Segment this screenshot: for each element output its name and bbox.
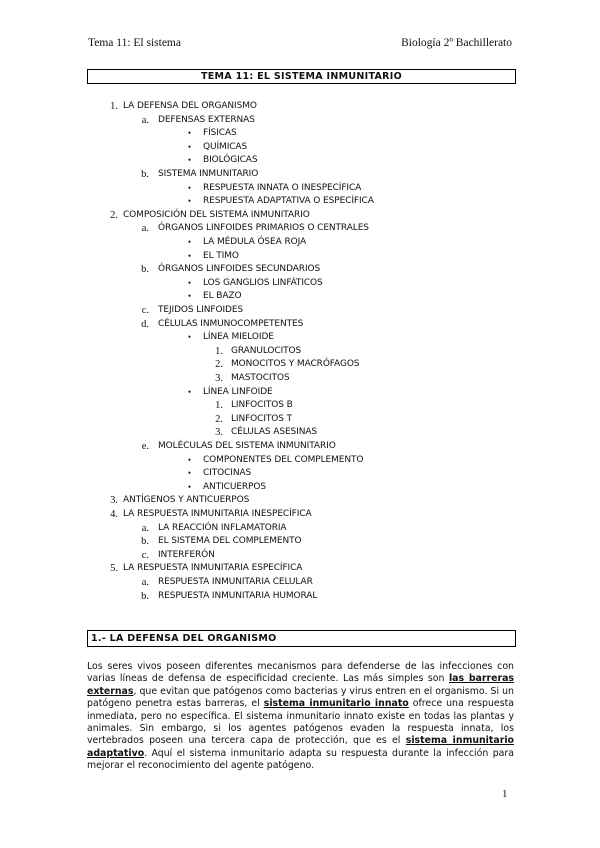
bullet-icon: • bbox=[187, 332, 191, 343]
toc-marker: b. bbox=[141, 590, 149, 602]
toc-item: SISTEMA INMUNITARIO bbox=[158, 169, 259, 179]
header-left: Tema 11: El sistema bbox=[88, 37, 181, 49]
toc-marker: 1. bbox=[110, 101, 118, 112]
toc-marker: d. bbox=[141, 318, 149, 330]
bullet-icon: • bbox=[187, 182, 191, 193]
toc-item: RESPUESTA INMUNITARIA CELULAR bbox=[158, 577, 313, 587]
bullet-icon: • bbox=[187, 291, 191, 302]
bullet-icon: • bbox=[187, 250, 191, 261]
header-right: Biología 2º Bachillerato bbox=[401, 37, 512, 49]
toc-marker: b. bbox=[141, 264, 149, 276]
toc-item: MASTOCITOS bbox=[231, 373, 290, 383]
toc-marker: 3. bbox=[215, 373, 223, 384]
para-text-3: ofrece una respuesta inmediata, pero no específica. El sistema inmunitario innato existe en todas las plantas y animales. Sin embargo, si los agentes patógenos evaden la respuesta innata, los vertebrados poseen una tercera capa de protección, que es el bbox=[87, 698, 514, 747]
bullet-icon: • bbox=[187, 386, 191, 397]
toc-item: RESPUESTA ADAPTATIVA O ESPECÍFICA bbox=[203, 196, 374, 207]
toc-marker: 2. bbox=[110, 209, 118, 221]
toc-marker: a. bbox=[141, 114, 149, 126]
toc-item: EL SISTEMA DEL COMPLEMENTO bbox=[158, 536, 302, 547]
toc-item: ANTICUERPOS bbox=[203, 481, 266, 492]
para-text-1: Los seres vivos poseen diferentes mecanismos para defenderse de las infecciones con varias líneas de defensa de especificidad creciente. Las más simples son bbox=[87, 661, 514, 685]
toc-item: CITOCINAS bbox=[203, 468, 252, 479]
toc-item: LA MÉDULA ÓSEA ROJA bbox=[203, 237, 307, 247]
toc-item: RESPUESTA INMUNITARIA HUMORAL bbox=[158, 590, 318, 601]
toc-item: LOS GANGLIOS LINFÁTICOS bbox=[203, 277, 323, 288]
toc-item: DEFENSAS EXTERNAS bbox=[158, 114, 255, 125]
toc-item: LA RESPUESTA INMUNITARIA ESPECÍFICA bbox=[123, 563, 303, 574]
toc-item: LA RESPUESTA INMUNITARIA INESPECÍFICA bbox=[123, 509, 312, 519]
toc-marker: b. bbox=[141, 169, 149, 180]
toc-item: ANTÍGENOS Y ANTICUERPOS bbox=[123, 495, 250, 506]
toc-marker: b. bbox=[141, 536, 149, 548]
bullet-icon: • bbox=[187, 128, 191, 139]
toc-item: QUÍMICAS bbox=[203, 141, 248, 152]
bullet-icon: • bbox=[187, 481, 191, 492]
toc-marker: a. bbox=[141, 223, 149, 235]
toc-marker: 1. bbox=[215, 345, 223, 357]
toc-item: LÍNEA MIELOIDE bbox=[203, 332, 274, 343]
section-heading bbox=[87, 630, 516, 647]
toc-item: ÓRGANOS LINFOIDES SECUNDARIOS bbox=[158, 264, 321, 275]
toc-marker: a. bbox=[141, 522, 149, 534]
toc-item: ÓRGANOS LINFOIDES PRIMARIOS O CENTRALES bbox=[158, 223, 369, 234]
bullet-icon: • bbox=[187, 141, 191, 152]
bullet-icon: • bbox=[187, 277, 191, 288]
toc-item: LINFOCITOS B bbox=[231, 400, 293, 411]
para-bold-2: sistema inmunitario innato bbox=[263, 698, 409, 710]
toc-marker: e. bbox=[141, 441, 149, 452]
toc-item: INTERFERÓN bbox=[158, 549, 215, 560]
toc-item: TEJIDOS LINFOIDES bbox=[158, 305, 244, 315]
toc-item: MONOCITOS Y MACRÓFAGOS bbox=[231, 359, 360, 370]
bullet-icon: • bbox=[187, 196, 191, 207]
toc-item: CÉLULAS INMUNOCOMPETENTES bbox=[158, 318, 304, 329]
toc-item: BIOLÓGICAS bbox=[203, 155, 258, 166]
para-bold-3: sistema inmunitario adaptativo bbox=[87, 735, 514, 759]
toc-item: MOLÉCULAS DEL SISTEMA INMUNITARIO bbox=[158, 441, 336, 451]
toc-item: LÍNEA LINFOIDE bbox=[203, 386, 273, 397]
toc-marker: 3. bbox=[215, 427, 223, 439]
bullet-icon: • bbox=[187, 237, 191, 247]
toc-marker: 4. bbox=[110, 509, 118, 520]
toc-marker: 2. bbox=[215, 413, 223, 425]
toc-item: RESPUESTA INNATA O INESPECÍFICA bbox=[203, 182, 362, 193]
toc-item: GRANULOCITOS bbox=[231, 345, 302, 356]
toc-marker: 3. bbox=[110, 495, 118, 507]
para-bold-1: las barreras externas bbox=[87, 673, 514, 697]
bullet-icon: • bbox=[187, 454, 191, 465]
toc-marker: a. bbox=[141, 577, 149, 588]
toc-item: EL BAZO bbox=[203, 291, 242, 302]
page-number: 1 bbox=[502, 788, 508, 800]
toc-item: FÍSICAS bbox=[203, 128, 237, 139]
toc-marker: 5. bbox=[110, 563, 118, 575]
section-heading-text: 1.- LA DEFENSA DEL ORGANISMO bbox=[91, 633, 277, 644]
toc-item: CÉLULAS ASESINAS bbox=[231, 427, 318, 438]
toc-item: EL TIMO bbox=[203, 250, 239, 261]
bullet-icon: • bbox=[187, 155, 191, 166]
toc-marker: c. bbox=[141, 549, 149, 561]
toc-item: LA DEFENSA DEL ORGANISMO bbox=[123, 101, 257, 111]
toc-item: LINFOCITOS T bbox=[231, 413, 293, 424]
body-paragraph bbox=[87, 661, 514, 773]
page-title: TEMA 11: EL SISTEMA INMUNITARIO bbox=[87, 69, 516, 84]
toc-marker: 1. bbox=[215, 400, 223, 412]
bullet-icon: • bbox=[187, 468, 191, 479]
toc-item: COMPOSICIÓN DEL SISTEMA INMUNITARIO bbox=[123, 209, 310, 220]
para-text-2: , que evitan que patógenos como bacterias y virus entren en el organismo. Si un patógeno penetra estas barreras, el bbox=[87, 685, 514, 710]
toc-item: LA REACCIÓN INFLAMATORIA bbox=[158, 522, 287, 533]
toc-item: COMPONENTES DEL COMPLEMENTO bbox=[203, 454, 364, 465]
toc-marker: c. bbox=[141, 305, 149, 316]
toc-marker: 2. bbox=[215, 359, 223, 371]
para-text-4: . Aquí el sistema inmunitario adapta su respuesta durante la infección para mejorar el reconocimiento del agente patógeno. bbox=[87, 747, 514, 772]
